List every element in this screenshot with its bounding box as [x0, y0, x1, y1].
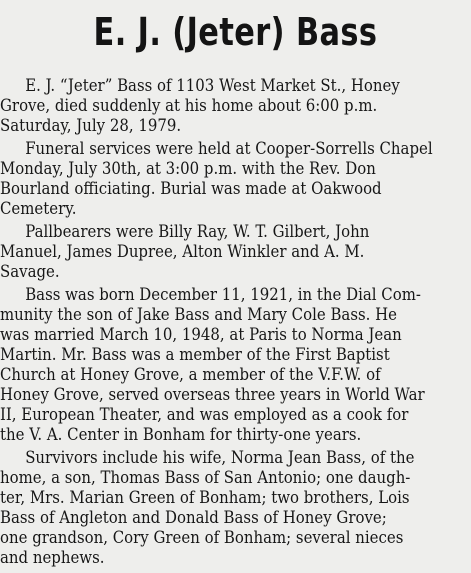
text-line: was married March 10, 1948, at Paris to Norma Jean	[0, 325, 402, 344]
text-line: Saturday, July 28, 1979.	[0, 116, 182, 135]
text-line: Cemetery.	[0, 199, 77, 218]
text-line: and nephews.	[0, 548, 105, 567]
text-line: home, a son, Thomas Bass of San Antonio; one daugh-	[0, 468, 411, 487]
obituary-body	[0, 76, 433, 568]
text-line: E. J. “Jeter” Bass of 1103 West Market St., Honey	[25, 76, 400, 95]
text-line: II, European Theater, and was employed as a cook for	[0, 405, 409, 424]
text-line: Bass of Angleton and Donald Bass of Honey Grove;	[0, 508, 387, 527]
text-line: Pallbearers were Billy Ray, W. T. Gilbert, John	[25, 222, 370, 241]
text-line: Honey Grove, served overseas three years in World War	[0, 385, 425, 404]
text-line: ter, Mrs. Marian Green of Bonham; two brothers, Lois	[0, 488, 410, 507]
text-line: Manuel, James Dupree, Alton Winkler and A. M.	[0, 242, 365, 261]
text-line: Bass was born December 11, 1921, in the Dial Com-	[25, 285, 421, 304]
text-line: Bourland officiating. Burial was made at Oakwood	[0, 179, 382, 198]
text-line: Grove, died suddenly at his home about 6:00 p.m.	[0, 96, 378, 115]
text-line: Monday, July 30th, at 3:00 p.m. with the Rev. Don	[0, 159, 376, 178]
text-line: one grandson, Cory Green of Bonham; several nieces	[0, 528, 404, 547]
text-line: Savage.	[0, 262, 60, 281]
text-line: munity the son of Jake Bass and Mary Cole Bass. He	[0, 305, 398, 324]
text-line: Survivors include his wife, Norma Jean Bass, of the	[25, 448, 415, 467]
text-line: Martin. Mr. Bass was a member of the First Baptist	[0, 345, 390, 364]
text-line: the V. A. Center in Bonham for thirty-one years.	[0, 425, 362, 444]
text-line: Church at Honey Grove, a member of the V.F.W. of	[0, 365, 381, 384]
text-line: Funeral services were held at Cooper-Sorrells Chapel	[25, 139, 433, 158]
obituary-title: E. J. (Jeter) Bass	[93, 10, 378, 54]
